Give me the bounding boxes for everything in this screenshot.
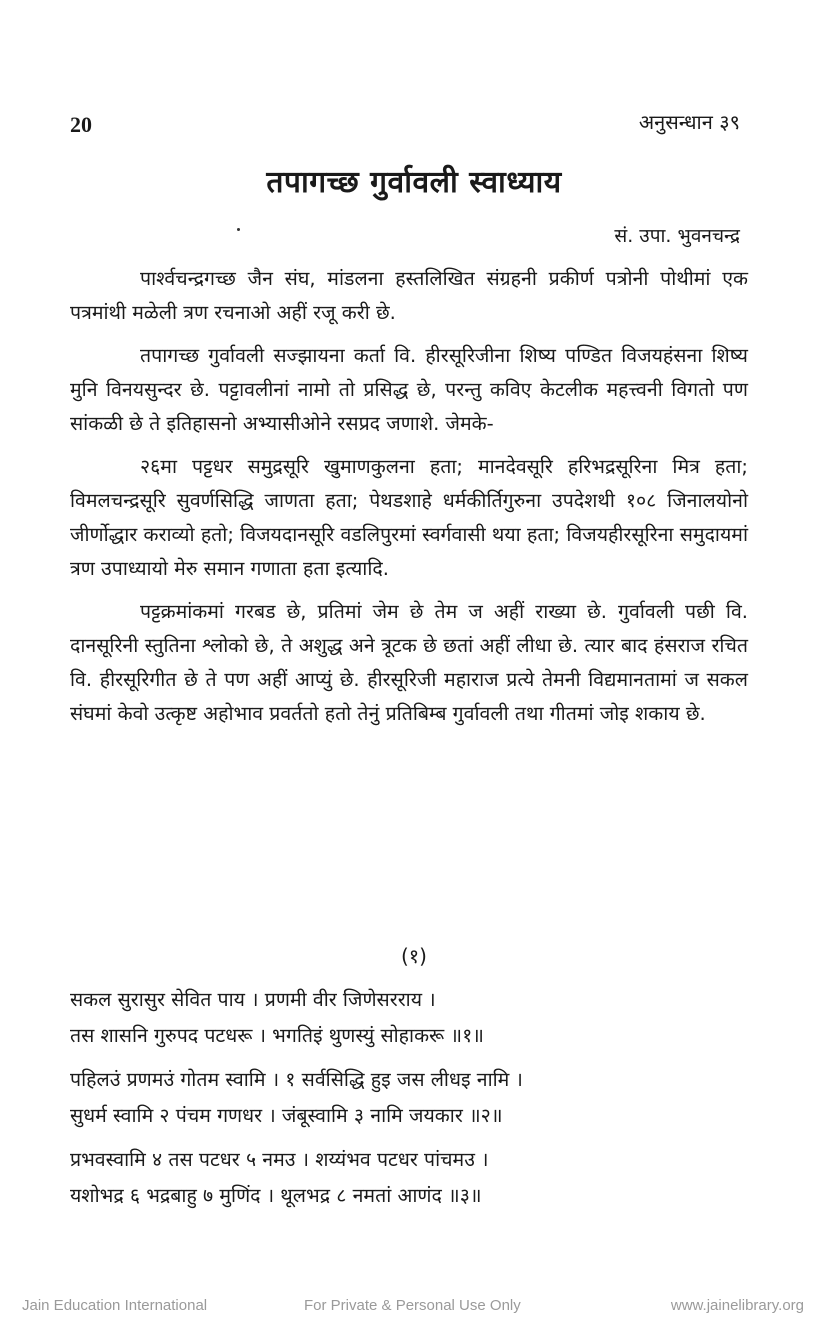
verse-line: प्रभवस्वामि ४ तस पटधर ५ नमउ । शय्यंभव पटधर पांचमउ । bbox=[70, 1148, 489, 1171]
footer-url: www.jainelibrary.org bbox=[670, 1297, 804, 1314]
verse-line: सुधर्म स्वामि २ पंचम गणधर । जंबूस्वामि ३ नामि जयकार ॥२॥ bbox=[70, 1104, 503, 1127]
footer-notice: For Private & Personal Use Only bbox=[304, 1297, 521, 1314]
verse-gap bbox=[70, 1054, 523, 1062]
verse-gap bbox=[70, 1134, 523, 1142]
intro-text bbox=[70, 262, 748, 740]
verses bbox=[70, 982, 523, 1214]
running-head: अनुसन्धान ३९ bbox=[638, 110, 740, 134]
verse-line: पहिलउं प्रणमउं गोतम स्वामि । १ सर्वसिद्धि हुइ जस लीधइ नामि । bbox=[70, 1068, 523, 1091]
verse-line: यशोभद्र ६ भद्रबाहु ७ मुणिंद । थूलभद्र ८ नमतां आणंद ॥३॥ bbox=[70, 1184, 482, 1207]
stray-dot bbox=[237, 228, 240, 231]
paragraph: तपागच्छ गुर्वावली सज्झायना कर्ता वि. हीरसूरिजीना शिष्य पण्डित विजयहंसना शिष्य मुनि विनयसुन्दर छे. पट्टावलीनां नामो तो प्रसिद्ध छे, परन्तु कविए केटलीक महत्त्वनी विगतो पण सांकळी छे ते इतिहासनो अभ्यासीओने रसप्रद जणाशे. जेमके- bbox=[70, 344, 748, 435]
editor-credit: सं. उपा. भुवनचन्द्र bbox=[614, 225, 740, 247]
paragraph: २६मा पट्टधर समुद्रसूरि खुमाणकुलना हता; मानदेवसूरि हरिभद्रसूरिना मित्र हता; विमलचन्द्रसूरि सुवर्णसिद्धि जाणता हता; पेथडशाहे धर्मकीर्तिगुरुना उपदेशथी १०८ जिनालयोनो जीर्णोद्धार कराव्यो हतो; विजयदानसूरि वडलिपुरमां स्वर्गवासी थया हता; विजयहीरसूरिना समुदायमां त्रण उपाध्यायो मेरु समान गणाता हता इत्यादि. bbox=[70, 455, 748, 580]
footer bbox=[0, 1297, 828, 1317]
footer-publisher: Jain Education International bbox=[22, 1297, 208, 1314]
verse-line: तस शासनि गुरुपद पटधरू । भगतिइं थुणस्युं सोहाकरू ॥१॥ bbox=[70, 1024, 484, 1047]
paragraph: पट्टक्रमांकमां गरबड छे, प्रतिमां जेम छे तेम ज अहीं राख्या छे. गुर्वावली पछी वि. दानसूरिनी स्तुतिना श्लोको छे, ते अशुद्ध अने त्रूटक छे छतां अहीं लीधा छे. त्यार बाद हंसराज रचित वि. हीरसूरिगीत छे ते पण अहीं आप्युं छे. हीरसूरिजी महाराज प्रत्ये तेमनी विद्यमानतामां ज सकल संघमां केवो उत्कृष्ट अहोभाव प्रवर्ततो हतो तेनुं प्रतिबिम्ब गुर्वावली तथा गीतमां जोइ शकाय छे. bbox=[70, 600, 748, 725]
section-number: (१) bbox=[400, 944, 427, 968]
verse-line: सकल सुरासुर सेवित पाय । प्रणमी वीर जिणेसरराय । bbox=[70, 988, 436, 1011]
paragraph: पार्श्वचन्द्रगच्छ जैन संघ, मांडलना हस्तलिखित संग्रहनी प्रकीर्ण पत्रोनी पोथीमां एक पत्रमांथी मळेली त्रण रचनाओ अहीं रजू करी छे. bbox=[70, 267, 748, 324]
page-number: 20 bbox=[70, 112, 92, 137]
page-title: तपागच्छ गुर्वावली स्वाध्याय bbox=[266, 165, 562, 200]
